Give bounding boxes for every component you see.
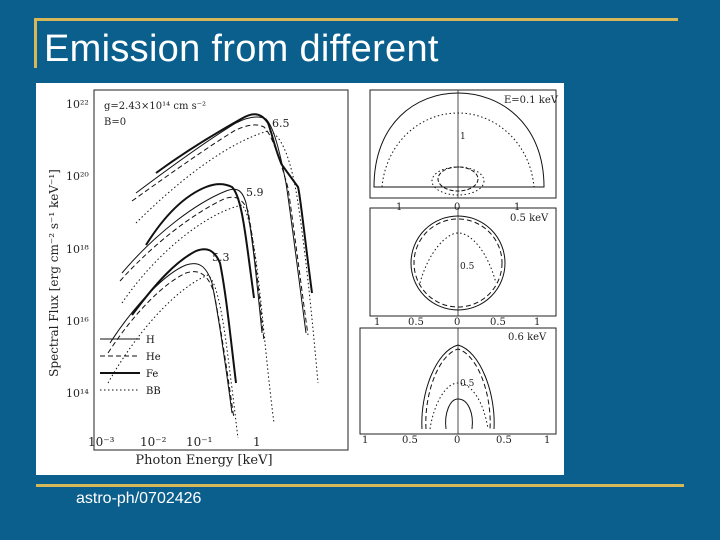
polar-curve	[374, 93, 544, 187]
polar-tick-label: 0.5	[490, 317, 506, 328]
temperature-annotation: 5.3	[212, 251, 230, 264]
polar-tick-label: 1	[534, 317, 541, 328]
polar-panel-label: 0.6 keV	[508, 332, 547, 343]
polar-tick-label: 1	[514, 202, 521, 213]
y-tick-label: 10¹⁸	[66, 243, 89, 256]
slide-title: Emission from different	[44, 28, 439, 70]
polar-tick-label: 0	[454, 435, 461, 446]
y-axis-label: Spectral Flux [erg cm⁻² s⁻¹ keV⁻¹]	[47, 169, 61, 377]
y-tick-label: 10²⁰	[66, 170, 89, 183]
polar-curve	[446, 399, 473, 429]
polar-tick-label: 1	[544, 435, 551, 446]
legend-label: He	[146, 352, 161, 363]
field-label: B=0	[104, 117, 127, 128]
y-tick-label: 10¹⁶	[66, 315, 89, 328]
legend-label: BB	[146, 386, 161, 397]
figure-svg	[36, 83, 564, 475]
legend-label: Fe	[146, 369, 159, 380]
source-citation: astro-ph/0702426	[76, 490, 202, 507]
polar-panel-frame	[370, 90, 556, 198]
top-accent-rule	[36, 18, 678, 21]
series-H-curve	[110, 264, 232, 413]
polar-panel-label: 0.5 keV	[510, 213, 549, 224]
gravity-label: g=2.43×10¹⁴ cm s⁻²	[104, 101, 207, 112]
left-accent-rule	[34, 18, 37, 68]
spectrum-curves	[108, 114, 318, 438]
polar-tick-label: 0.5	[402, 435, 418, 446]
x-tick-label: 10⁻¹	[186, 435, 213, 449]
series-He-curve	[108, 272, 234, 419]
y-tick-label: 10²²	[66, 98, 89, 111]
polar-panel-label: E=0.1 keV	[504, 95, 558, 106]
bottom-accent-rule	[36, 484, 684, 487]
y-tick-label: 10¹⁴	[66, 387, 89, 400]
polar-tick-label: 0	[454, 202, 461, 213]
legend-label: H	[146, 335, 155, 346]
polar-inner-label: 0.5	[460, 262, 475, 272]
polar-inner-label: 1	[460, 132, 466, 142]
polar-inner-label: 0.5	[460, 379, 475, 389]
polar-curve	[430, 383, 488, 429]
polar-tick-label: 1	[362, 435, 369, 446]
polar-tick-label: 1	[374, 317, 381, 328]
polar-tick-label: 1	[396, 202, 403, 213]
x-axis-label: Photon Energy [keV]	[135, 453, 273, 468]
x-tick-label: 1	[253, 435, 261, 449]
polar-tick-label: 0.5	[408, 317, 424, 328]
polar-tick-label: 0.5	[496, 435, 512, 446]
figure-panel	[36, 83, 564, 475]
temperature-annotation: 5.9	[246, 186, 264, 199]
polar-tick-label: 0	[454, 317, 461, 328]
series-H-curve	[136, 117, 306, 333]
x-tick-label: 10⁻³	[88, 435, 115, 449]
legend	[100, 335, 161, 397]
x-tick-label: 10⁻²	[140, 435, 167, 449]
temperature-annotation: 6.5	[272, 117, 290, 130]
